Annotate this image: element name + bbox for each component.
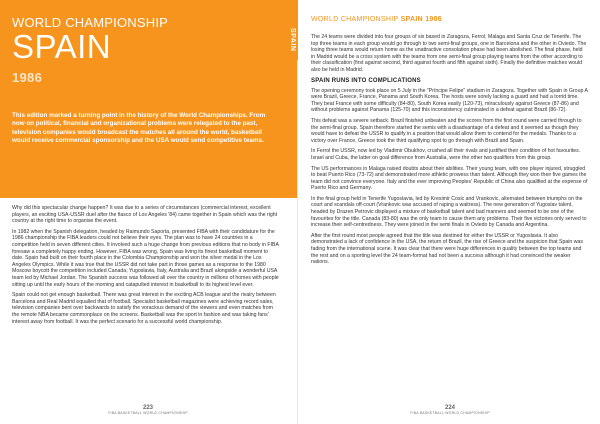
section-heading: SPAIN RUNS INTO COMPLICATIONS <box>311 77 421 84</box>
paragraph: This defeat was a severe setback. Brazil finished unbeaten and the scores from the first round were carried through to the semi-final group. Spain therefore started the semis with a disadvantage of a defeat and it seemed as though they would have to defeat the USSR to qualify in a position that would allow them to contend for the medals. Thanks to a victory over France, Greece took the third qualifying spot to go through with Brazil and Spain. <box>311 117 582 144</box>
folio-subtitle: FIBA BASKETBALL WORLD CHAMPIONSHIP <box>410 411 490 415</box>
title-banner <box>0 0 297 198</box>
paragraph: In the final group held in Tenerife Yugoslavia, led by Kresimir Cosic and Vrankovic, alternated between triumphs on the court and scandals off-court (Vrankovic was accused of raping a waitress). The new generation of Yugoslav talent, headed by Drazen Petrovic displayed a mixture of basketball talent and bad manners and seemed to be one of the favourites for the title. Canada (83-80) was the only team to cause them any problems. Their five victories only served to increase their self-centredness. They were joined in the semi finals in Oviedo by Canada and Argentina. <box>311 195 587 229</box>
country-title: SPAIN <box>12 28 112 65</box>
page-number: 224 <box>444 405 455 411</box>
right-page <box>297 0 600 424</box>
paragraph: Spain could not get enough basketball. There was great interest in the exciting ACB league and the rivalry between Barcelona and Real Madrid equalled that of football. Specialist basketball magazines were achieving record sales, television companies bent over backwards to satisfy the voracious demand of the viewers and even matches from the remote NBA became commonplace on the screens. Basketball was the sport in fashion and was taking fans' interest away from football. It was the perfect scenario for a successful world championship. <box>12 292 276 325</box>
folio-subtitle: FIBA BASKETBALL WORLD CHAMPIONSHIP <box>108 411 188 415</box>
championship-title: WORLD CHAMPIONSHIP <box>12 15 169 30</box>
paragraph: The US performances in Malaga raised doubts about their abilities. Their young team, with one player injured, struggled to beat Puerto Rico (73-72) and demonstrated more athletic prowess than talent. Although they won their five games the team did not convince everyone. Italy and the ever improving Peoples' Republic of China also qualified at the expense of Puerto Rico and Germany. <box>311 165 588 192</box>
intro-paragraph: This edition marked a turning point in the history of the World Championships. From now on political, financial and organizational problems were relegated to the past, television companies would broadcast the matches all around the world, basketball would receive commercial sponsorship and the USA would send competitive teams. <box>12 112 266 145</box>
paragraph: The opening ceremony took place on 5 July in the "Príncipe Felipe" stadium in Zaragoza. Together with Spain in Group A were Brazil, Greece, France, Panama and South Korea. The hosts were sorely lacking a guard and had a torrid time. They beat France with some difficulty (84-80), South Korea easily (120-73), miraculously against Greece (87-86) and without problems against Panama (125-70) and this inconsistency culminated in a defeat against Brazil (86-72). <box>311 87 588 114</box>
page-number: 223 <box>142 405 153 411</box>
left-body-text <box>12 205 279 329</box>
running-header <box>311 16 442 23</box>
header-prefix: WORLD CHAMPIONSHIP <box>311 16 399 23</box>
header-highlight: SPAIN 1986 <box>400 16 442 23</box>
left-folio <box>108 405 188 415</box>
right-body-text <box>311 34 588 270</box>
paragraph: After the first round most people agreed that the title was destined for either the USSR or Yugoslavia. It also demonstrated a lack of confidence in the USA, the return of Brazil, the rise of Greece and the suspicion that Spain was fading from the international scene. It was clear that there were huge differences in quality between the top teams and the rest and on a sporting level the 24 team-format had not been a success although it had convinced the weaker nations. <box>311 232 583 266</box>
paragraph: Why did this spectacular change happen? It was due to a series of circumstances (commercial interest, excellent players, an exciting USA-USSR duel after the fiasco of Los Angeles '84) came together in Spain which was the right country at the right time to organise the event. <box>12 205 278 225</box>
paragraph: The 24 teams were divided into four groups of six based in Zaragoza, Ferrol, Malaga and Santa Cruz de Tenerife. The top three teams in each group would go through to two semi-final groups, one in Barcelona and the other in Oviedo. The losing three teams would return home as the unattractive consolation phase had been abolished. The final phase, held in Madrid would be a cross system with the teams from one semi-final group playing teams from the other according to their classification (first against second, third against fourth and fifth against sixth). Finally the definitive matches would also be held in Madrid. <box>311 34 587 73</box>
side-tab-left <box>286 0 297 198</box>
right-folio <box>410 405 490 415</box>
year-title: 1986 <box>12 70 43 85</box>
paragraph: In 1982 when the Spanish delegation, headed by Raimundo Saporta, presented FIBA with their candidature for the 1986 championship the FIBA leaders could not believe their eyes. The plan was to have 24 countries in a competition held in seven different cities. It involved such a huge change from previous editions that no body in FIBA foresaw a completely happy ending. However, FIBA was wrong, Spain was living its finest basketball moment to date. Spain had built on their fourth place in the Colombia Championship and won the silver medal in the Los Angeles Olympics. While it was true that the USSR did not take part in those games as a response to the 1980 Moscow boycott the competition included Canada, Yugoslavia, Italy, Australia and Brazil alongside a wonderful USA team led by Michael Jordan. The Spanish success was followed all over the country in millions of homes with people sitting up until the early hours of the morning and catapulted interest in basketball to its highest level ever. <box>12 228 279 288</box>
left-page <box>0 0 297 424</box>
paragraph: In Ferrol the USSR, now led by Vladimir Obukhov, crushed all their rivals and justified their condition of hot favourites. Israel and Cuba, the latter on goal difference from Australia, were the other two qualifiers from this group. <box>311 148 581 161</box>
side-tab-label: SPAIN <box>289 28 296 52</box>
